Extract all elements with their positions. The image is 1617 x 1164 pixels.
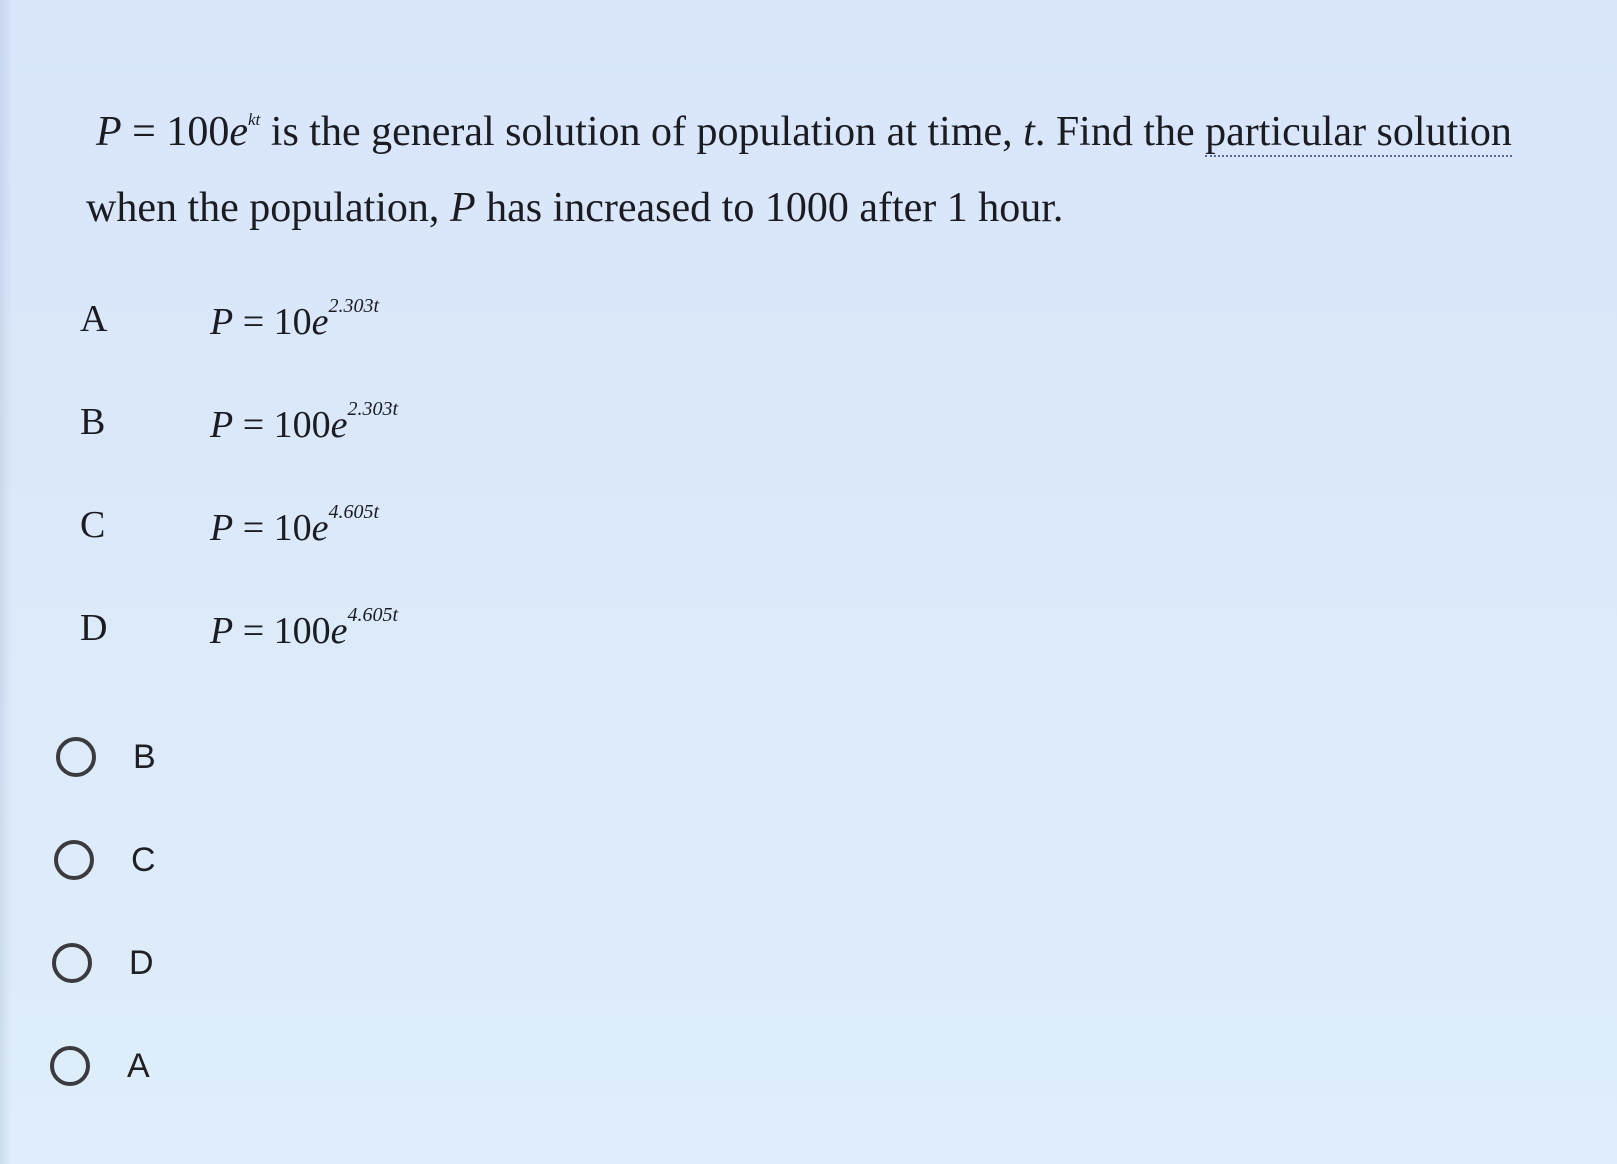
option-a <box>80 289 379 349</box>
question-text-b: . Find the <box>1034 109 1206 155</box>
radio-button-icon[interactable] <box>50 1046 90 1086</box>
formula-coefficient: = 10 <box>233 506 312 549</box>
choice-c[interactable] <box>54 840 156 880</box>
option-formula <box>210 295 379 344</box>
question-line2-a: when the population, <box>86 185 450 231</box>
option-letter: D <box>80 607 108 649</box>
formula-exponent: kt <box>248 110 261 129</box>
particular-solution-term: particular solution <box>1205 109 1512 155</box>
choice-label[interactable]: D <box>129 943 154 982</box>
formula-coefficient: = 10 <box>233 300 312 343</box>
option-formula <box>210 604 398 653</box>
option-letter: C <box>80 504 106 546</box>
choice-label[interactable]: B <box>133 737 156 776</box>
formula-e: e <box>330 403 348 446</box>
formula-exponent: 2.303t <box>328 294 380 317</box>
option-d <box>80 598 398 658</box>
option-formula <box>210 501 379 550</box>
question-text-a: is the general solution of population at time, <box>260 109 1024 155</box>
radio-button-icon[interactable] <box>54 840 94 880</box>
formula-p: P <box>210 506 234 549</box>
formula-coefficient: = 100 <box>233 609 331 652</box>
question-text <box>86 82 1546 246</box>
question-line-1 <box>86 82 1546 170</box>
option-formula <box>210 398 398 447</box>
photo-left-edge <box>0 0 12 1164</box>
variable-p: P <box>449 185 476 231</box>
formula-p: P <box>96 109 122 155</box>
formula-p: P <box>210 609 234 652</box>
option-letter: B <box>80 401 106 443</box>
question-line2-b: has increased to 1000 after 1 hour. <box>475 185 1064 231</box>
radio-button-icon[interactable] <box>56 737 96 777</box>
choice-label[interactable]: A <box>127 1046 150 1085</box>
question-line-2 <box>86 170 1546 246</box>
formula-e: e <box>330 609 348 652</box>
formula-exponent: 4.605t <box>328 500 380 523</box>
option-letter: A <box>80 298 108 340</box>
formula-exponent: 4.605t <box>347 603 399 626</box>
formula-coefficient: = 100 <box>233 403 331 446</box>
formula-exponent: 2.303t <box>347 397 399 420</box>
choice-label[interactable]: C <box>131 840 156 879</box>
option-c <box>80 495 379 555</box>
choice-d[interactable] <box>52 943 154 983</box>
formula-e: e <box>311 300 329 343</box>
option-b <box>80 392 398 452</box>
choice-b[interactable] <box>56 737 156 777</box>
formula-p: P <box>210 300 234 343</box>
formula-e: e <box>229 109 248 155</box>
variable-t: t <box>1023 109 1035 155</box>
formula-coefficient: = 100 <box>121 109 230 155</box>
formula-e: e <box>311 506 329 549</box>
formula-p: P <box>210 403 234 446</box>
choice-a[interactable] <box>50 1046 150 1086</box>
radio-button-icon[interactable] <box>52 943 92 983</box>
